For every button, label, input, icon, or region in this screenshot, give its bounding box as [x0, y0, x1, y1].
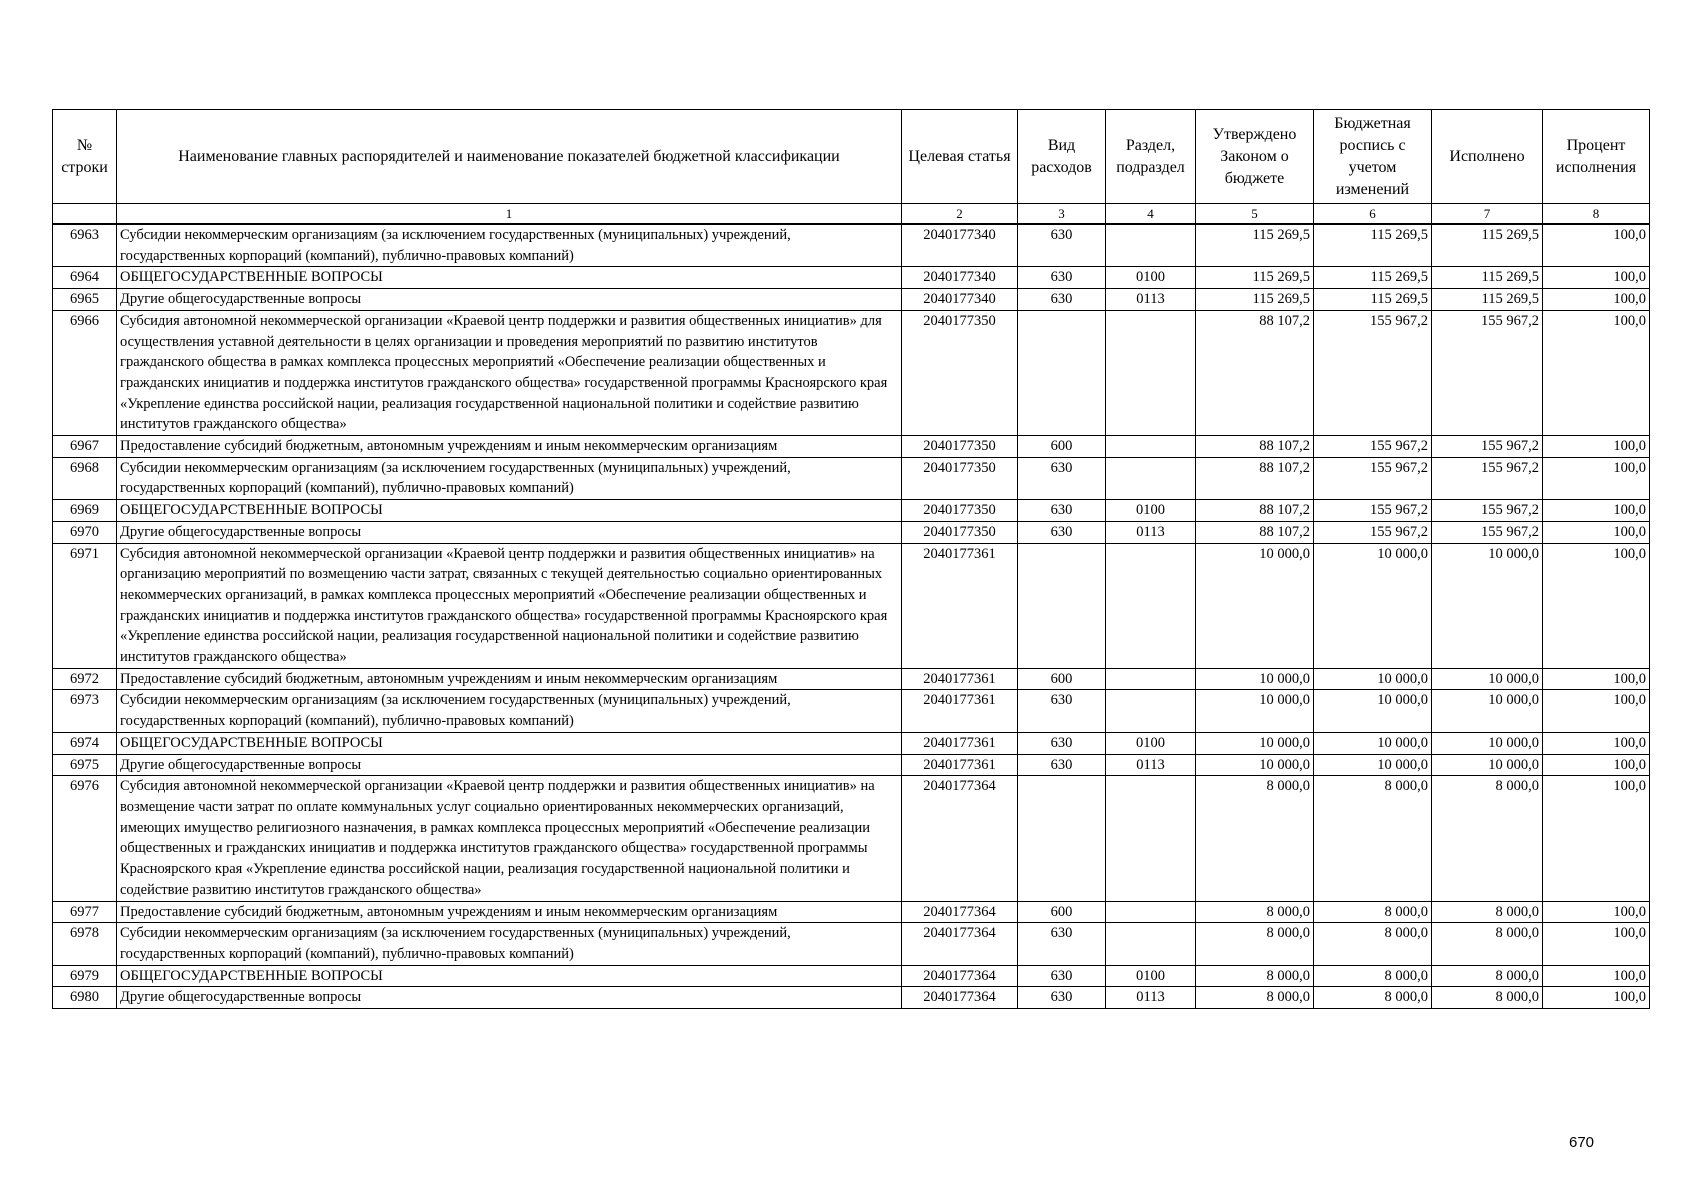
row-approved: 8 000,0 [1196, 965, 1314, 987]
row-name: ОБЩЕГОСУДАРСТВЕННЫЕ ВОПРОСЫ [117, 267, 902, 289]
row-section [1106, 457, 1196, 499]
row-section: 0113 [1106, 987, 1196, 1009]
row-target-article: 2040177361 [902, 668, 1018, 690]
row-approved: 88 107,2 [1196, 310, 1314, 435]
column-number: 2 [902, 204, 1018, 225]
column-number [53, 204, 117, 225]
row-target-article: 2040177350 [902, 500, 1018, 522]
row-section: 0113 [1106, 289, 1196, 311]
table-row [53, 521, 1650, 543]
row-section: 0100 [1106, 500, 1196, 522]
row-budget-list: 8 000,0 [1314, 776, 1432, 901]
row-section: 0100 [1106, 965, 1196, 987]
row-expense-type: 600 [1018, 436, 1106, 458]
row-budget-list: 115 269,5 [1314, 289, 1432, 311]
table-row [53, 500, 1650, 522]
row-executed: 115 269,5 [1432, 289, 1543, 311]
row-target-article: 2040177350 [902, 436, 1018, 458]
row-expense-type: 600 [1018, 668, 1106, 690]
header-expense-type: Вид расходов [1018, 110, 1106, 204]
column-number: 1 [117, 204, 902, 225]
row-budget-list: 10 000,0 [1314, 668, 1432, 690]
header-budget-list: Бюджетная роспись с учетом изменений [1314, 110, 1432, 204]
row-percent: 100,0 [1543, 521, 1650, 543]
row-approved: 8 000,0 [1196, 776, 1314, 901]
table-row [53, 987, 1650, 1009]
row-approved: 88 107,2 [1196, 500, 1314, 522]
row-budget-list: 155 967,2 [1314, 521, 1432, 543]
row-percent: 100,0 [1543, 668, 1650, 690]
row-approved: 10 000,0 [1196, 732, 1314, 754]
row-budget-list: 10 000,0 [1314, 732, 1432, 754]
row-budget-list: 155 967,2 [1314, 500, 1432, 522]
table-row [53, 436, 1650, 458]
row-expense-type: 630 [1018, 987, 1106, 1009]
column-number: 5 [1196, 204, 1314, 225]
row-target-article: 2040177340 [902, 289, 1018, 311]
table-row [53, 267, 1650, 289]
row-name: Субсидия автономной некоммерческой организации «Краевой центр поддержки и развития общественных инициатив» на возмещение части затрат по оплате коммунальных услуг социально ориентированных некоммерческих организаций, имеющих имущество религиозного назначения, в рамках комплекса процессных мероприятий «Обеспечение реализации общественных и гражданских инициатив и поддержка институтов гражданского общества» государственной программы Красноярского края «Укрепление единства российской нации, реализация государственной национальной политики и содействие развитию институтов гражданского общества» [117, 776, 902, 901]
row-expense-type: 630 [1018, 521, 1106, 543]
row-approved: 88 107,2 [1196, 521, 1314, 543]
row-number: 6976 [53, 776, 117, 901]
row-percent: 100,0 [1543, 457, 1650, 499]
row-name: ОБЩЕГОСУДАРСТВЕННЫЕ ВОПРОСЫ [117, 732, 902, 754]
column-number: 6 [1314, 204, 1432, 225]
row-name: ОБЩЕГОСУДАРСТВЕННЫЕ ВОПРОСЫ [117, 965, 902, 987]
row-percent: 100,0 [1543, 436, 1650, 458]
row-number: 6975 [53, 754, 117, 776]
row-percent: 100,0 [1543, 543, 1650, 668]
row-approved: 10 000,0 [1196, 543, 1314, 668]
row-number: 6969 [53, 500, 117, 522]
row-target-article: 2040177364 [902, 965, 1018, 987]
row-percent: 100,0 [1543, 754, 1650, 776]
row-executed: 8 000,0 [1432, 776, 1543, 901]
row-target-article: 2040177350 [902, 310, 1018, 435]
row-target-article: 2040177361 [902, 543, 1018, 668]
row-executed: 10 000,0 [1432, 732, 1543, 754]
column-number: 7 [1432, 204, 1543, 225]
table-row [53, 732, 1650, 754]
budget-execution-table [52, 109, 1650, 1009]
row-section [1106, 543, 1196, 668]
header-section: Раздел, подраздел [1106, 110, 1196, 204]
header-executed: Исполнено [1432, 110, 1543, 204]
row-name: Предоставление субсидий бюджетным, автономным учреждениям и иным некоммерческим организациям [117, 901, 902, 923]
row-percent: 100,0 [1543, 732, 1650, 754]
row-percent: 100,0 [1543, 965, 1650, 987]
row-number: 6974 [53, 732, 117, 754]
row-approved: 115 269,5 [1196, 289, 1314, 311]
row-executed: 8 000,0 [1432, 965, 1543, 987]
row-name: Предоставление субсидий бюджетным, автономным учреждениям и иным некоммерческим организациям [117, 668, 902, 690]
table-row [53, 965, 1650, 987]
row-target-article: 2040177340 [902, 267, 1018, 289]
row-expense-type: 630 [1018, 754, 1106, 776]
header-name: Наименование главных распорядителей и наименование показателей бюджетной классификации [117, 110, 902, 204]
row-budget-list: 155 967,2 [1314, 310, 1432, 435]
row-budget-list: 8 000,0 [1314, 901, 1432, 923]
row-name: Субсидии некоммерческим организациям (за исключением государственных (муниципальных) учреждений, государственных корпораций (компаний), публично-правовых компаний) [117, 690, 902, 732]
row-section [1106, 436, 1196, 458]
row-executed: 10 000,0 [1432, 690, 1543, 732]
row-approved: 8 000,0 [1196, 923, 1314, 965]
row-section: 0113 [1106, 754, 1196, 776]
row-approved: 8 000,0 [1196, 987, 1314, 1009]
row-section: 0100 [1106, 267, 1196, 289]
row-executed: 10 000,0 [1432, 668, 1543, 690]
row-section [1106, 668, 1196, 690]
row-section: 0113 [1106, 521, 1196, 543]
row-percent: 100,0 [1543, 289, 1650, 311]
header-row [53, 110, 1650, 204]
row-executed: 8 000,0 [1432, 923, 1543, 965]
row-target-article: 2040177361 [902, 732, 1018, 754]
row-executed: 155 967,2 [1432, 521, 1543, 543]
row-expense-type: 630 [1018, 267, 1106, 289]
table-row [53, 776, 1650, 901]
row-executed: 10 000,0 [1432, 543, 1543, 668]
row-approved: 10 000,0 [1196, 690, 1314, 732]
row-section [1106, 923, 1196, 965]
row-name: Другие общегосударственные вопросы [117, 754, 902, 776]
row-approved: 115 269,5 [1196, 267, 1314, 289]
row-budget-list: 10 000,0 [1314, 754, 1432, 776]
row-number: 6966 [53, 310, 117, 435]
row-number: 6977 [53, 901, 117, 923]
row-expense-type [1018, 776, 1106, 901]
row-number: 6963 [53, 224, 117, 267]
row-section [1106, 224, 1196, 267]
row-executed: 115 269,5 [1432, 267, 1543, 289]
row-expense-type: 630 [1018, 965, 1106, 987]
page-number: 670 [1569, 1134, 1595, 1151]
row-number: 6967 [53, 436, 117, 458]
row-percent: 100,0 [1543, 987, 1650, 1009]
row-name: Предоставление субсидий бюджетным, автономным учреждениям и иным некоммерческим организациям [117, 436, 902, 458]
row-expense-type [1018, 310, 1106, 435]
row-budget-list: 155 967,2 [1314, 457, 1432, 499]
row-expense-type: 630 [1018, 289, 1106, 311]
row-expense-type [1018, 543, 1106, 668]
row-name: Субсидии некоммерческим организациям (за исключением государственных (муниципальных) учреждений, государственных корпораций (компаний), публично-правовых компаний) [117, 457, 902, 499]
row-budget-list: 115 269,5 [1314, 267, 1432, 289]
header-percent: Процент исполнения [1543, 110, 1650, 204]
row-name: Субсидия автономной некоммерческой организации «Краевой центр поддержки и развития общественных инициатив» на организацию мероприятий по возмещению части затрат, связанных с текущей деятельностью социально ориентированных некоммерческих организаций, в рамках комплекса процессных мероприятий «Обеспечение реализации общественных и гражданских инициатив и поддержка институтов гражданского общества» государственной программы Красноярского края «Укрепление единства российской нации, реализация государственной национальной политики и содействие развитию институтов гражданского общества» [117, 543, 902, 668]
row-approved: 10 000,0 [1196, 668, 1314, 690]
row-budget-list: 8 000,0 [1314, 923, 1432, 965]
row-section [1106, 690, 1196, 732]
row-executed: 8 000,0 [1432, 901, 1543, 923]
row-name: Субсидии некоммерческим организациям (за исключением государственных (муниципальных) учреждений, государственных корпораций (компаний), публично-правовых компаний) [117, 224, 902, 267]
column-number: 8 [1543, 204, 1650, 225]
row-section [1106, 310, 1196, 435]
row-number: 6972 [53, 668, 117, 690]
row-target-article: 2040177340 [902, 224, 1018, 267]
row-name: Другие общегосударственные вопросы [117, 987, 902, 1009]
row-number: 6979 [53, 965, 117, 987]
table-row [53, 690, 1650, 732]
row-number: 6980 [53, 987, 117, 1009]
row-budget-list: 8 000,0 [1314, 987, 1432, 1009]
table-row [53, 668, 1650, 690]
row-executed: 10 000,0 [1432, 754, 1543, 776]
table-row [53, 457, 1650, 499]
row-percent: 100,0 [1543, 690, 1650, 732]
row-percent: 100,0 [1543, 310, 1650, 435]
row-number: 6971 [53, 543, 117, 668]
header-target-article: Целевая статья [902, 110, 1018, 204]
table-row [53, 754, 1650, 776]
row-expense-type: 630 [1018, 457, 1106, 499]
table-row [53, 923, 1650, 965]
row-percent: 100,0 [1543, 267, 1650, 289]
table-row [53, 901, 1650, 923]
row-expense-type: 630 [1018, 923, 1106, 965]
row-number: 6968 [53, 457, 117, 499]
row-executed: 115 269,5 [1432, 224, 1543, 267]
column-number: 3 [1018, 204, 1106, 225]
header-approved: Утверждено Законом о бюджете [1196, 110, 1314, 204]
header-row-number: № строки [53, 110, 117, 204]
row-budget-list: 10 000,0 [1314, 543, 1432, 668]
column-number: 4 [1106, 204, 1196, 225]
table-row [53, 310, 1650, 435]
row-expense-type: 630 [1018, 732, 1106, 754]
column-number-row [53, 204, 1650, 225]
row-target-article: 2040177364 [902, 776, 1018, 901]
row-target-article: 2040177350 [902, 521, 1018, 543]
row-name: Субсидии некоммерческим организациям (за исключением государственных (муниципальных) учреждений, государственных корпораций (компаний), публично-правовых компаний) [117, 923, 902, 965]
row-percent: 100,0 [1543, 500, 1650, 522]
row-approved: 88 107,2 [1196, 457, 1314, 499]
table-row [53, 543, 1650, 668]
row-section: 0100 [1106, 732, 1196, 754]
row-percent: 100,0 [1543, 776, 1650, 901]
row-approved: 115 269,5 [1196, 224, 1314, 267]
row-percent: 100,0 [1543, 901, 1650, 923]
row-executed: 155 967,2 [1432, 457, 1543, 499]
row-executed: 155 967,2 [1432, 310, 1543, 435]
row-percent: 100,0 [1543, 224, 1650, 267]
row-target-article: 2040177364 [902, 901, 1018, 923]
row-expense-type: 630 [1018, 500, 1106, 522]
row-expense-type: 600 [1018, 901, 1106, 923]
row-budget-list: 10 000,0 [1314, 690, 1432, 732]
row-section [1106, 901, 1196, 923]
row-name: Другие общегосударственные вопросы [117, 289, 902, 311]
row-target-article: 2040177350 [902, 457, 1018, 499]
row-name: Другие общегосударственные вопросы [117, 521, 902, 543]
row-budget-list: 115 269,5 [1314, 224, 1432, 267]
row-executed: 155 967,2 [1432, 436, 1543, 458]
row-expense-type: 630 [1018, 690, 1106, 732]
row-approved: 8 000,0 [1196, 901, 1314, 923]
row-number: 6973 [53, 690, 117, 732]
row-number: 6970 [53, 521, 117, 543]
table-row [53, 289, 1650, 311]
row-expense-type: 630 [1018, 224, 1106, 267]
row-executed: 155 967,2 [1432, 500, 1543, 522]
row-name: Субсидия автономной некоммерческой организации «Краевой центр поддержки и развития общественных инициатив» для осуществления уставной деятельности в целях организации и проведения мероприятий по развитию институтов гражданского общества в рамках комплекса процессных мероприятий «Обеспечение реализации общественных и гражданских инициатив и поддержка институтов гражданского общества» государственной программы Красноярского края «Укрепление единства российской нации, реализация государственной национальной политики и содействие развитию институтов гражданского общества» [117, 310, 902, 435]
row-number: 6964 [53, 267, 117, 289]
row-approved: 10 000,0 [1196, 754, 1314, 776]
table-row [53, 224, 1650, 267]
row-number: 6978 [53, 923, 117, 965]
row-percent: 100,0 [1543, 923, 1650, 965]
row-approved: 88 107,2 [1196, 436, 1314, 458]
row-name: ОБЩЕГОСУДАРСТВЕННЫЕ ВОПРОСЫ [117, 500, 902, 522]
row-target-article: 2040177361 [902, 754, 1018, 776]
row-target-article: 2040177361 [902, 690, 1018, 732]
row-budget-list: 8 000,0 [1314, 965, 1432, 987]
row-number: 6965 [53, 289, 117, 311]
row-section [1106, 776, 1196, 901]
row-target-article: 2040177364 [902, 923, 1018, 965]
row-executed: 8 000,0 [1432, 987, 1543, 1009]
row-budget-list: 155 967,2 [1314, 436, 1432, 458]
row-target-article: 2040177364 [902, 987, 1018, 1009]
